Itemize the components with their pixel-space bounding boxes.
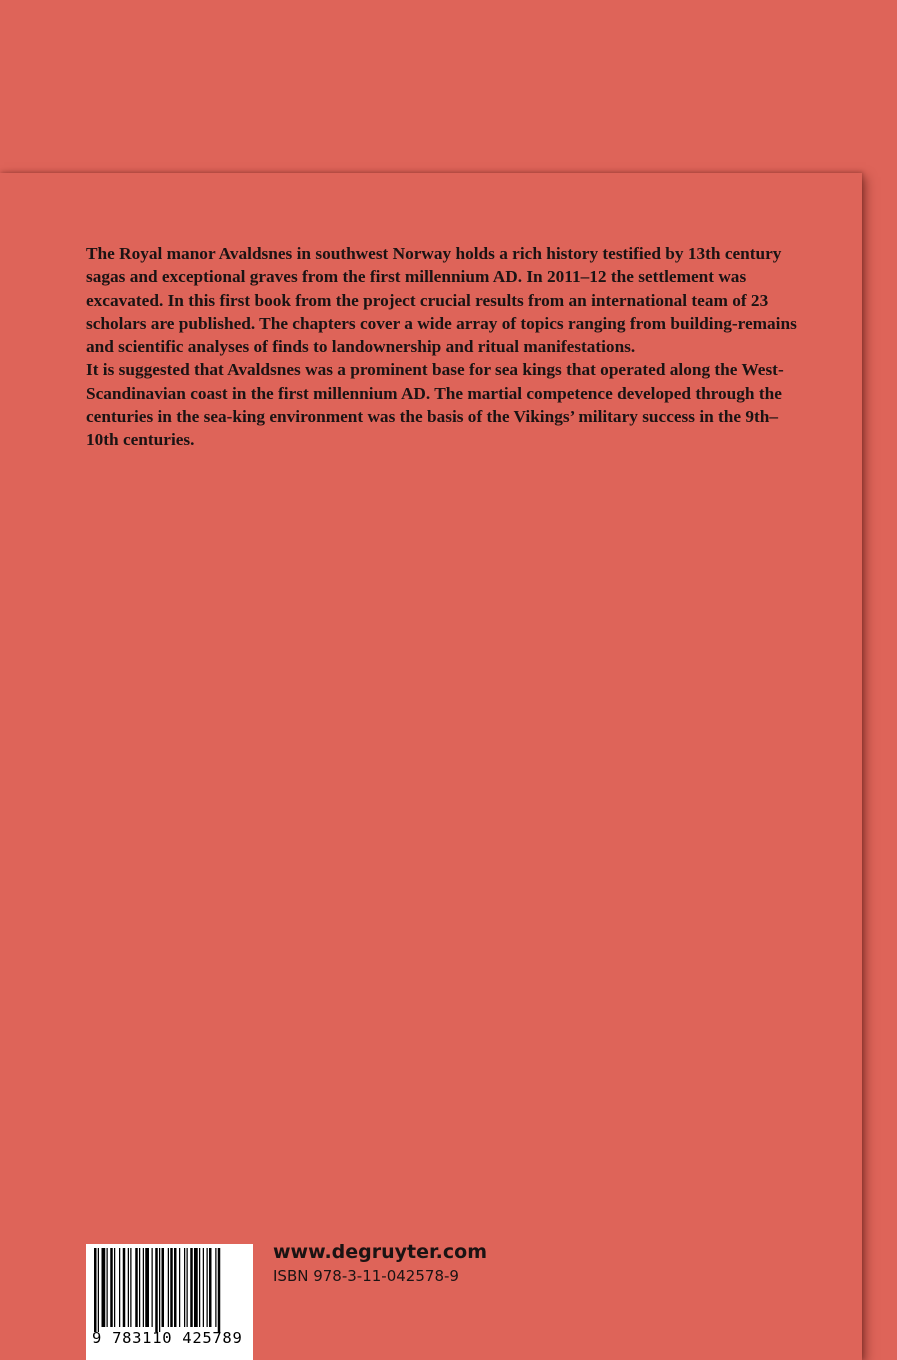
- barcode-bar: [218, 1248, 221, 1332]
- barcode-bar: [190, 1248, 193, 1327]
- barcode-bar: [128, 1248, 129, 1327]
- barcode-bar: [130, 1248, 131, 1327]
- barcode-bar: [114, 1248, 115, 1327]
- barcode-bar: [94, 1248, 97, 1332]
- barcode-bar: [174, 1248, 177, 1327]
- publisher-url: www.degruyter.com: [273, 1241, 487, 1263]
- barcode-bar: [209, 1248, 212, 1327]
- blurb-paragraph-1: The Royal manor Avaldsnes in southwest Norway holds a rich history testified by 13th century sagas and exceptional graves from the first millennium AD. In 2011–12 the settlement was excavated. In this first book from the project crucial results from an international team of 23 scholars are published. The chapters cover a wide array of topics ranging from building-remains and scientific analyses of finds to landownership and ritual manifestations.: [86, 244, 797, 357]
- barcode-bar: [155, 1248, 158, 1332]
- barcode-bar: [119, 1248, 120, 1327]
- barcode-bar: [123, 1248, 126, 1327]
- isbn-barcode: [86, 1244, 253, 1360]
- barcode-bar: [170, 1248, 173, 1327]
- barcode-digits: 9 783110 425789: [92, 1329, 243, 1347]
- barcode-bar: [152, 1248, 153, 1327]
- barcode-bar: [102, 1248, 106, 1327]
- barcode-bar: [143, 1248, 144, 1327]
- barcode-bar: [184, 1248, 185, 1327]
- barcode-bar: [145, 1248, 149, 1327]
- blurb-paragraph-2: It is suggested that Avaldsnes was a prominent base for sea kings that operated along the West-Scandinavian coast in the first millennium AD. The martial competence developed through the centuries in the sea-king environment was the basis of the Vikings’ military success in the 9th–10th centuries.: [86, 360, 784, 450]
- isbn-number: ISBN 978-3-11-042578-9: [273, 1267, 459, 1285]
- barcode-bar: [98, 1248, 99, 1332]
- barcode-bar: [179, 1248, 180, 1327]
- barcode-bar: [139, 1248, 140, 1327]
- barcode-bar: [159, 1248, 160, 1332]
- barcode-bar: [203, 1248, 204, 1327]
- barcode-bar: [187, 1248, 188, 1327]
- barcode-bar: [194, 1248, 198, 1327]
- barcode-bar: [199, 1248, 200, 1327]
- blurb-text: [86, 242, 802, 452]
- barcode-bar: [207, 1248, 208, 1327]
- barcode-bar: [110, 1248, 113, 1327]
- barcode-bar: [215, 1248, 216, 1327]
- barcode-bar: [168, 1248, 169, 1327]
- barcode-bar: [162, 1248, 165, 1327]
- barcode-bar: [107, 1248, 108, 1327]
- barcode-bar: [135, 1248, 138, 1327]
